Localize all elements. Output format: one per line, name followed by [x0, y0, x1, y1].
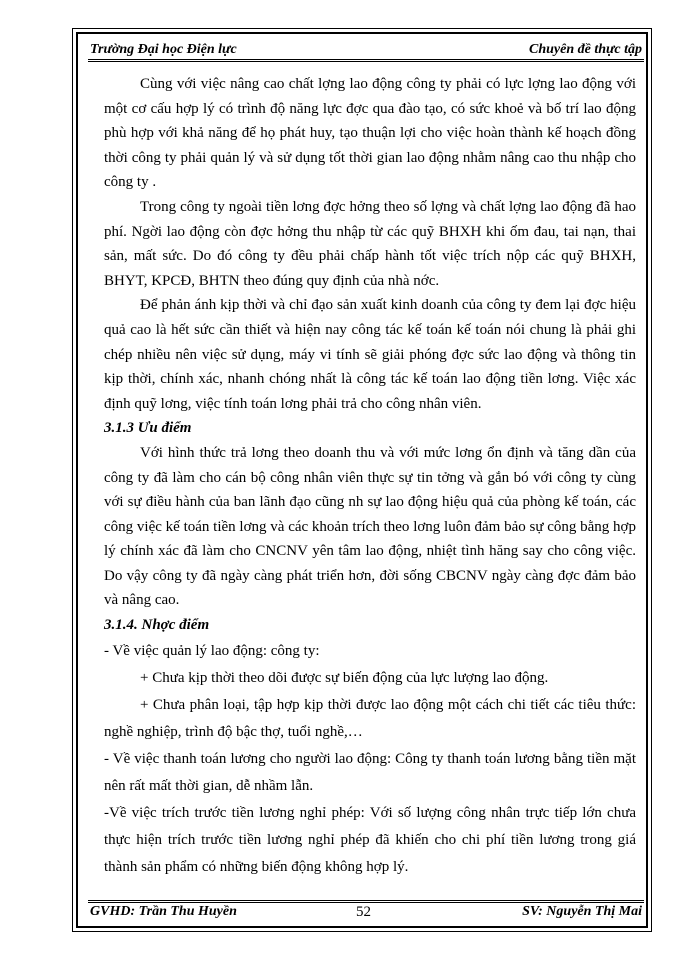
footer-rule [88, 900, 644, 903]
section-heading-disadvantages: 3.1.4. Nhợc điểm [104, 617, 210, 634]
paragraph-1: Cùng với việc nâng cao chất lợng lao động công ty phải có lực lợng lao động với một cơ cấu hợp lý có trình độ năng lực đợc qua đào tạo, có sức khoẻ và bố trí lao động phù hợp với khả năng để họ phát huy, tạo thuận lợi cho việc hoàn thành kế hoạch đồng thời công ty phải quản lý và sử dụng tốt thời gian lao động nhằm nâng cao thu nhập cho công ty . [104, 76, 636, 191]
list-item: + Chưa kịp thời theo dõi được sự biến động của lực lượng lao động. [140, 669, 549, 686]
paragraph-2: Trong công ty ngoài tiền lơng đợc hởng theo số lợng và chất lợng lao động đã hao phí. Ngời lao động còn đợc hởng thu nhập từ các quỹ BHXH khi ốm đau, tai nạn, thai sản, mất sức. Do đó công ty đều phải chấp hành tốt việc trích nộp các quỹ BHXH, BHYT, KPCĐ, BHTN theo đúng quy định của nhà nớc. [104, 198, 636, 289]
page-body [104, 72, 636, 881]
header-school: Trường Đại học Điện lực [90, 42, 237, 57]
list-item: - Về việc thanh toán lương cho người lao động: Công ty thanh toán lương bằng tiền mặt nên rất mất thời gian, dễ nhầm lẫn. [104, 750, 636, 794]
page-footer [90, 904, 642, 924]
list-item: - Về việc quản lý lao động: công ty: [104, 642, 320, 659]
advantages-paragraph: Với hình thức trả lơng theo doanh thu và với mức lơng ổn định và tăng dần của công ty đã làm cho cán bộ công nhân viên thực sự tin tởng và gắn bó với công ty cùng với sự điều hành của ban lãnh đạo cũng nh sự lao động hiệu quả của phòng kế toán, các công việc kế toán tiền lơng và các khoản trích theo lơng luôn đảm bảo sự công bằng hợp lý chính xác đã làm cho CNCNV yên tâm lao động, nhiệt tình hăng say cho công việc. Do vậy công ty đã ngày càng phát triển hơn, đời sống CBCNV ngày càng đợc đảm bảo và nâng cao. [104, 444, 636, 609]
page-header [90, 38, 642, 60]
list-item: -Về việc trích trước tiền lương nghỉ phép: Với số lượng công nhân trực tiếp lớn chưa thực hiện trích trước tiền lương nghỉ phép đã khiến cho chi phí tiền lương trong giá thành sản phẩm có những biến động không hợp lý. [104, 804, 636, 875]
section-heading-advantages: 3.1.3 Ưu điểm [104, 420, 192, 437]
header-rule [88, 59, 644, 62]
page-number: 52 [356, 904, 371, 920]
footer-supervisor: GVHD: Trần Thu Huyền [90, 904, 237, 919]
list-item: + Chưa phân loại, tập hợp kịp thời được lao động một cách chi tiết các tiêu thức: nghề nghiệp, trình độ bậc thợ, tuổi nghề,… [104, 696, 636, 740]
disadvantages-list [104, 638, 636, 881]
header-doc-type: Chuyên đề thực tập [528, 42, 642, 57]
footer-student: SV: Nguyễn Thị Mai [522, 904, 642, 919]
paragraph-3: Để phản ánh kịp thời và chỉ đạo sản xuất kinh doanh của công ty đem lại đợc hiệu quả cao là hết sức cần thiết và hiện nay công tác kế toán kế toán nói chung là phải ghi chép nhiều nên việc sử dụng, máy vi tính sẽ giải phóng đợc sức lao động và thông tin kịp thời, chính xác, nhanh chóng nhất là công tác kế toán lao động tiền lơng. Việc xác định quỹ lơng, việc tính toán lơng phải trả cho công nhân viên. [104, 297, 636, 412]
